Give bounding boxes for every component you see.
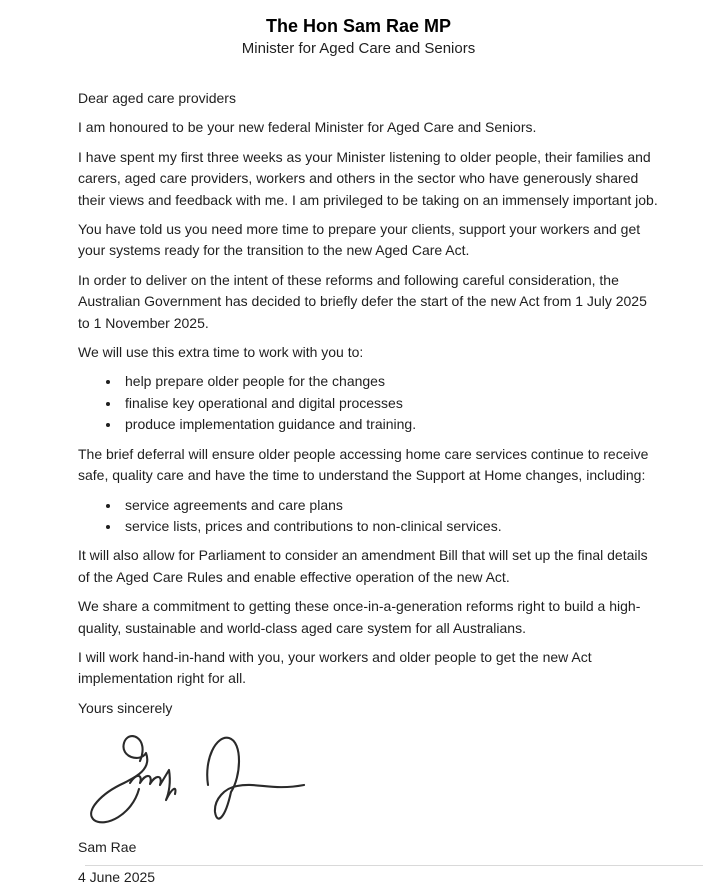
- paragraph-honoured: I am honoured to be your new federal Minister for Aged Care and Seniors.: [78, 119, 537, 136]
- paragraph-brief-deferral: The brief deferral will ensure older people accessing home care services continue to receive safe, quality care and have the time to understand the Support at Home changes, including:: [78, 445, 649, 484]
- letter-subtitle: Minister for Aged Care and Seniors: [241, 40, 476, 57]
- letter-body: [78, 88, 658, 888]
- letter-date: 4 June 2025: [78, 868, 156, 885]
- bullet-list-extra-time: [78, 371, 658, 435]
- list-item: • service agreements and care plans: [121, 495, 658, 516]
- paragraph-more-time: You have told us you need more time to prepare your clients, support your workers and get your systems ready for the transition to the new Aged Care Act.: [78, 221, 641, 259]
- handwritten-signature-icon: [78, 727, 658, 827]
- list-item: • service lists, prices and contributions to non-clinical services.: [121, 516, 658, 537]
- salutation: Dear aged care providers: [78, 90, 236, 106]
- bullet-list-support-at-home: [78, 495, 658, 538]
- signatory-name: Sam Rae: [78, 839, 137, 856]
- letter-title: The Hon Sam Rae MP: [265, 16, 452, 36]
- list-item: • finalise key operational and digital processes: [121, 393, 658, 414]
- closing-salutation: Yours sincerely: [78, 699, 173, 716]
- paragraph-deferral-decision: In order to deliver on the intent of these reforms and following careful consideration, the Australian Government has decided to briefly defer the start of the new Act from 1 July 2025 to 1 November 2025.: [78, 271, 647, 331]
- paragraph-shared-commitment: We share a commitment to getting these once-in-a-generation reforms right to build a high-quality, sustainable and world-class aged care system for all Australians.: [78, 598, 641, 636]
- list-item: • help prepare older people for the changes: [121, 371, 658, 392]
- letter-header: [59, 14, 658, 59]
- paragraph-hand-in-hand: I will work hand-in-hand with you, your workers and older people to get the new Act implementation right for all.: [78, 648, 592, 687]
- paragraph-extra-time-lead: We will use this extra time to work with you to:: [78, 344, 364, 361]
- list-item: • produce implementation guidance and training.: [121, 414, 658, 435]
- footer-divider: [85, 865, 703, 866]
- paragraph-first-three-weeks: I have spent my first three weeks as your Minister listening to older people, their families and carers, aged care providers, workers and others in the sector who have generously shared their views and feedback with me. I am privileged to be taking on an immensely important job.: [78, 148, 658, 208]
- paragraph-parliament-bill: It will also allow for Parliament to consider an amendment Bill that will set up the final details of the Aged Care Rules and enable effective operation of the new Act.: [78, 547, 648, 585]
